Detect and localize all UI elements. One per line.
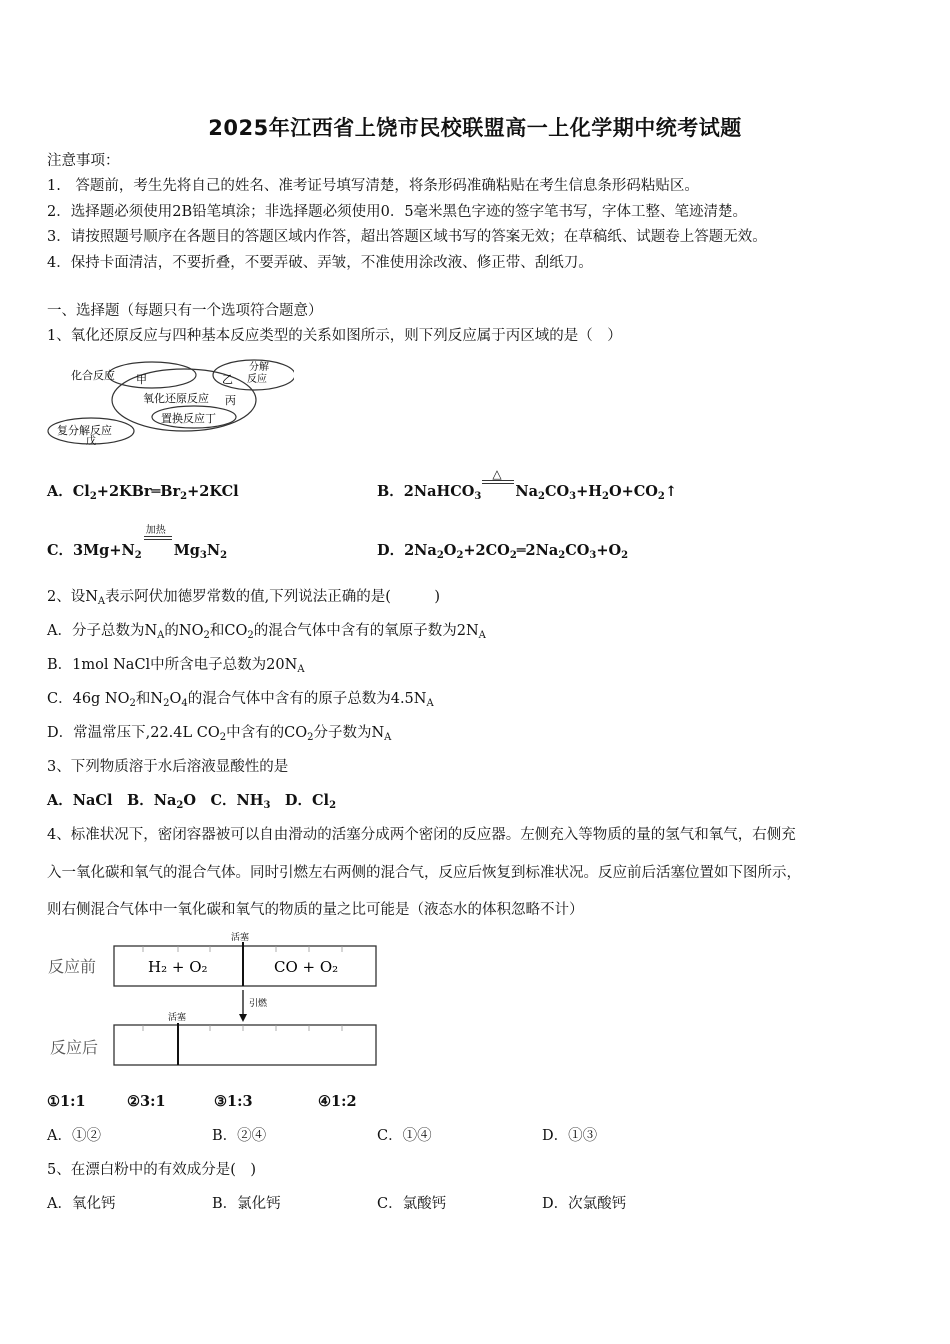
subscript: 2 <box>307 732 314 743</box>
q2-option-b <box>47 655 305 675</box>
subscript: 2 <box>436 550 444 561</box>
subscript: 3 <box>263 800 271 811</box>
q5-option-c: C．氯酸钙 <box>377 1196 447 1212</box>
text: O <box>443 542 457 559</box>
text: 的混合气体中含有的原子总数为4.5N <box>187 691 427 707</box>
text: Mg <box>173 542 200 559</box>
label-double-decomp: 复分解反应 <box>57 424 112 437</box>
subscript: 2 <box>129 698 136 709</box>
double-line <box>482 480 514 484</box>
text: +H <box>576 483 602 500</box>
subscript: 2 <box>89 491 97 502</box>
q5-stem: 5、在漂白粉中的有效成分是( ) <box>47 1162 257 1178</box>
text: 表示阿伏加德罗常数的值,下列说法正确的是( ) <box>105 589 441 605</box>
subscript: 2 <box>621 550 629 561</box>
q1-option-b <box>377 467 678 502</box>
label-wu: 戊 <box>86 436 96 447</box>
subscript: 2 <box>134 550 142 561</box>
note-item-4: 4．保持卡面清洁，不要折叠，不要弄破、弄皱，不准使用涂改液、修正带、刮纸刀。 <box>47 255 593 271</box>
text: 和CO <box>209 623 248 639</box>
label-left-gas: H₂ + O₂ <box>148 958 208 976</box>
piston-reactor-diagram <box>44 928 384 1070</box>
subscript: 4 <box>181 698 188 709</box>
q2-option-a <box>47 621 486 641</box>
label-before: 反应前 <box>48 957 97 976</box>
note-item-3: 3．请按照题号顺序在各题目的答题区域内作答，超出答题区域书写的答案无效；在草稿纸、试题卷上答题无效。 <box>47 229 767 245</box>
q4-stem-line2: 入一氧化碳和氧气的混合气体。同时引燃左右两侧的混合气，反应后恢复到标准状况。反应前后活塞位置如下图所示， <box>47 865 801 881</box>
text: 和N <box>135 691 164 707</box>
subscript: 2 <box>176 800 184 811</box>
text: D．常温常压下,22.4L CO <box>47 725 220 741</box>
label-piston-after: 活塞 <box>168 1013 187 1023</box>
text: 的NO <box>164 623 204 639</box>
q4-ratio-2: ②3:1 <box>127 1093 166 1110</box>
double-line <box>144 536 172 540</box>
label-ignite: 引燃 <box>249 999 268 1009</box>
q5-option-b: B．氯化钙 <box>212 1196 281 1212</box>
notes-heading: 注意事项： <box>47 153 120 169</box>
q2-option-c <box>47 689 434 709</box>
q4-option-a: A．①② <box>47 1128 101 1144</box>
text: 2NaHCO <box>403 483 475 500</box>
subscript: 3 <box>199 550 207 561</box>
label-bing: 丙 <box>225 394 236 407</box>
delta-symbol: △ <box>492 467 502 481</box>
label-after: 反应后 <box>50 1038 99 1057</box>
subscript: A <box>157 630 165 641</box>
subscript: A <box>478 630 486 641</box>
subscript: A <box>297 664 305 675</box>
subscript: A <box>426 698 434 709</box>
subscript: 2 <box>329 800 337 811</box>
label-yi: 乙 <box>222 373 233 386</box>
ignite-arrow-head <box>239 1014 247 1022</box>
text: 分子数为N <box>313 725 385 741</box>
q1-option-c <box>47 525 228 561</box>
q4-ratio-4: ④1:2 <box>318 1093 357 1110</box>
text: +2KBr═Br <box>96 483 181 500</box>
subscript: 3 <box>474 491 482 502</box>
label-displacement: 置换反应丁 <box>161 412 216 425</box>
q1-stem: 1、氧化还原反应与四种基本反应类型的关系如图所示，则下列反应属于丙区域的是（ ） <box>47 328 622 344</box>
text: O <box>169 691 182 707</box>
subscript: 2 <box>657 491 665 502</box>
subscript: 2 <box>219 732 227 743</box>
text: B．1mol NaCl中所含电子总数为20N <box>47 657 298 673</box>
opt-label: D． <box>377 542 405 559</box>
subscript: 2 <box>220 550 228 561</box>
text: 的混合气体中含有的氧原子数为2N <box>253 623 479 639</box>
label-redox: 氧化还原反应 <box>143 392 209 405</box>
text: Cl <box>72 483 90 500</box>
q2-stem <box>47 587 440 607</box>
opt-label: A． <box>47 483 73 500</box>
text: O+CO <box>608 483 658 500</box>
note-item-1: 1. 答题前，考生先将自己的姓名、准考证号填写清楚，将条形码准确粘贴在考生信息条形码粘贴区。 <box>47 178 699 194</box>
text: ↑ <box>664 483 678 500</box>
text: 3Mg+N <box>73 542 135 559</box>
text: O C．NH <box>183 792 264 809</box>
text: C．46g NO <box>47 691 130 707</box>
subscript: 3 <box>569 491 577 502</box>
q4-option-b: B．②④ <box>212 1128 267 1144</box>
label-piston-before: 活塞 <box>231 933 250 943</box>
subscript: 3 <box>589 550 597 561</box>
subscript: 2 <box>180 491 188 502</box>
text: +O <box>596 542 622 559</box>
text: ═2Na <box>516 542 559 559</box>
q2-option-d <box>47 723 391 743</box>
heat-condition-arrow <box>482 467 514 496</box>
label-decomp-2: 反应 <box>247 374 267 385</box>
text: Na <box>515 483 539 500</box>
heating-condition-arrow <box>144 525 172 555</box>
heating-label: 加热 <box>145 525 166 536</box>
label-right-gas: CO + O₂ <box>274 958 339 976</box>
page-title: 2025年江西省上饶市民校联盟高一上化学期中统考试题 <box>208 116 742 140</box>
q4-ratio-1: ①1:1 <box>47 1093 86 1110</box>
subscript: 2 <box>247 630 254 641</box>
q5-option-a: A．氧化钙 <box>47 1196 116 1212</box>
q4-option-c: C．①④ <box>377 1128 432 1144</box>
text: CO <box>565 542 590 559</box>
reaction-type-venn-diagram <box>44 355 294 450</box>
text: D．Cl <box>270 792 330 809</box>
q4-stem-line3: 则右侧混合气体中一氧化碳和氧气的物质的量之比可能是（液态水的体积忽略不计） <box>47 902 584 918</box>
subscript: 2 <box>558 550 566 561</box>
q1-option-a <box>47 482 239 502</box>
note-item-2: 2．选择题必须使用2B铅笔填涂；非选择题必须使用0．5毫米黑色字迹的签字笔书写，字体工整、笔迹清楚。 <box>47 204 748 220</box>
subscript: A <box>384 732 392 743</box>
label-decomp-1: 分解 <box>249 362 269 373</box>
label-jia: 甲 <box>136 373 147 386</box>
text: CO <box>544 483 570 500</box>
subscript: 2 <box>203 630 210 641</box>
subscript: A <box>97 596 106 607</box>
text: N <box>206 542 221 559</box>
subscript: 2 <box>601 491 609 502</box>
q3-options <box>47 791 336 811</box>
reactor-after <box>114 1025 376 1065</box>
text: A．NaCl B．Na <box>47 792 177 809</box>
text: 2Na <box>404 542 437 559</box>
label-combination: 化合反应 <box>71 369 115 382</box>
subscript: 2 <box>509 550 517 561</box>
q5-option-d: D．次氯酸钙 <box>542 1196 627 1212</box>
opt-label: B． <box>377 483 404 500</box>
opt-label: C． <box>47 542 74 559</box>
q3-stem: 3、下列物质溶于水后溶液显酸性的是 <box>47 759 289 775</box>
text: +2CO <box>463 542 510 559</box>
text: 2、设N <box>47 589 98 605</box>
subscript: 2 <box>538 491 545 502</box>
q4-ratio-3: ③1:3 <box>214 1093 253 1110</box>
subscript: 2 <box>163 698 170 709</box>
text: A．分子总数为N <box>47 623 158 639</box>
q4-option-d: D．①③ <box>542 1128 598 1144</box>
text: 中含有的CO <box>226 725 308 741</box>
subscript: 2 <box>456 550 464 561</box>
q4-stem-line1: 4、标准状况下，密闭容器被可以自由滑动的活塞分成两个密闭的反应器。左侧充入等物质的量的氢气和氧气，右侧充 <box>47 827 796 843</box>
text: +2KCl <box>187 483 239 500</box>
section-heading: 一、选择题（每题只有一个选项符合题意） <box>47 303 323 319</box>
q1-option-d <box>377 541 628 561</box>
